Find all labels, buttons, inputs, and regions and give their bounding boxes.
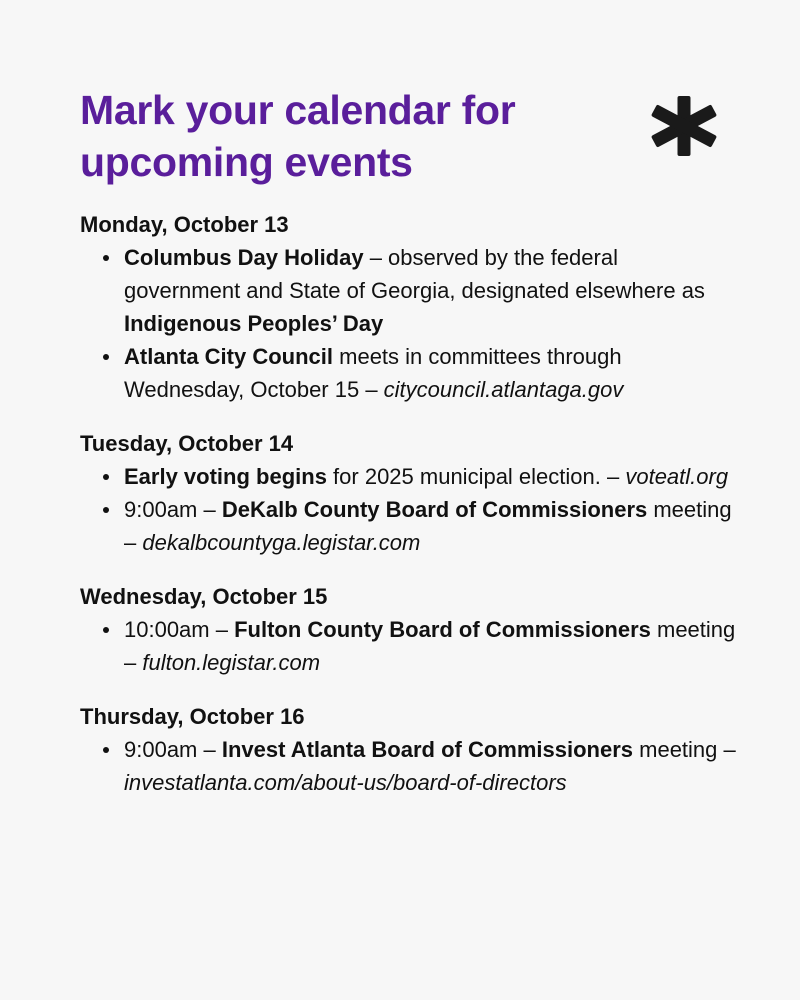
event-name: Atlanta City Council	[124, 344, 334, 369]
asterisk-icon	[646, 96, 722, 156]
list-item	[80, 460, 740, 493]
day-tuesday	[80, 427, 740, 559]
event-time: 9:00am –	[124, 737, 222, 762]
event-name: DeKalb County Board of Commissioners	[221, 497, 648, 522]
event-link[interactable]: citycouncil.atlantaga.gov	[383, 377, 624, 402]
day-monday	[80, 208, 740, 406]
day-heading: Tuesday, October 14	[80, 431, 294, 456]
event-list	[80, 733, 740, 799]
bullet-icon	[103, 627, 109, 633]
list-item	[80, 613, 740, 679]
event-list	[80, 460, 740, 559]
bullet-icon	[103, 354, 109, 360]
list-item	[80, 733, 740, 799]
event-name: Early voting begins	[124, 464, 327, 489]
event-description: meeting –	[124, 497, 732, 555]
day-wednesday	[80, 580, 740, 679]
list-item	[80, 493, 740, 559]
event-name: Columbus Day Holiday	[124, 245, 364, 270]
event-alt-name: Indigenous Peoples’ Day	[124, 311, 384, 336]
bullet-icon	[103, 255, 109, 261]
event-description: for 2025 municipal election. –	[326, 464, 626, 489]
event-list	[80, 613, 740, 679]
event-time: 10:00am –	[124, 617, 235, 642]
event-name: Fulton County Board of Commissioners	[234, 617, 651, 642]
event-link[interactable]: fulton.legistar.com	[142, 650, 321, 675]
event-list	[80, 241, 740, 406]
bullet-icon	[103, 474, 109, 480]
list-item	[80, 340, 740, 406]
event-description: – observed by the federal government and State of Georgia, designated elsewhere as	[124, 245, 705, 303]
bullet-icon	[103, 507, 109, 513]
event-description: meeting –	[124, 617, 736, 675]
events-list	[80, 208, 740, 820]
page-title: Mark your calendar for upcoming events	[80, 87, 516, 185]
event-name: Invest Atlanta Board of Commissioners	[221, 737, 634, 762]
event-description: meets in committees through Wednesday, October 15 –	[124, 344, 622, 402]
bullet-icon	[103, 747, 109, 753]
day-heading: Thursday, October 16	[80, 704, 305, 729]
event-link[interactable]: dekalbcountyga.legistar.com	[142, 530, 421, 555]
event-time: 9:00am –	[124, 497, 222, 522]
event-link[interactable]: investatlanta.com/about-us/board-of-directors	[124, 770, 567, 795]
day-thursday	[80, 700, 740, 799]
event-description: meeting –	[633, 737, 736, 762]
event-link[interactable]: voteatl.org	[625, 464, 729, 489]
day-heading: Monday, October 13	[80, 212, 289, 237]
list-item	[80, 241, 740, 340]
day-heading: Wednesday, October 15	[80, 584, 328, 609]
